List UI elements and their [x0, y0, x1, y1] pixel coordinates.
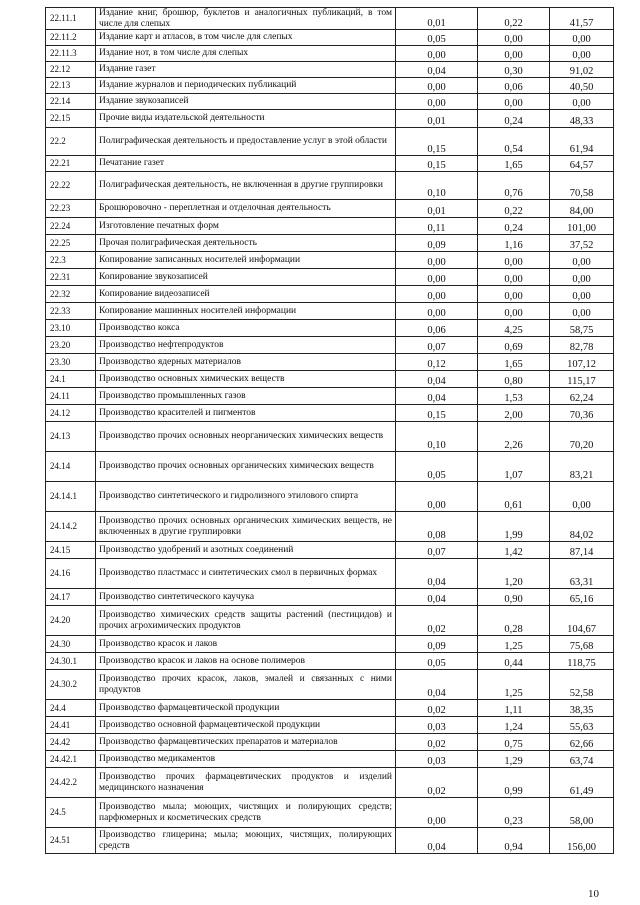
row-code: 24.1 — [46, 371, 96, 388]
row-value-1: 0,00 — [396, 46, 478, 62]
row-value-2: 1,65 — [478, 156, 550, 172]
row-value-1: 0,00 — [396, 798, 478, 828]
row-value-2: 0,00 — [478, 46, 550, 62]
row-name: Копирование видеозаписей — [96, 286, 396, 303]
table-row — [46, 269, 614, 286]
row-value-3: 115,17 — [550, 371, 614, 388]
row-value-2: 2,26 — [478, 422, 550, 452]
row-value-1: 0,00 — [396, 286, 478, 303]
row-code: 23.10 — [46, 320, 96, 337]
row-name: Производство прочих красок, лаков, эмалей и связанных с ними продуктов — [96, 670, 396, 700]
row-name: Производство красок и лаков на основе полимеров — [96, 653, 396, 670]
row-value-2: 1,20 — [478, 559, 550, 589]
row-value-1: 0,05 — [396, 30, 478, 46]
row-code: 22.3 — [46, 252, 96, 269]
row-value-2: 1,42 — [478, 542, 550, 559]
row-value-1: 0,08 — [396, 512, 478, 542]
table-row — [46, 128, 614, 156]
row-code: 22.11.3 — [46, 46, 96, 62]
table-row — [46, 200, 614, 218]
row-code: 24.14 — [46, 452, 96, 482]
table-row — [46, 542, 614, 559]
row-value-1: 0,09 — [396, 235, 478, 252]
row-value-1: 0,07 — [396, 337, 478, 354]
table-row — [46, 717, 614, 734]
row-code: 22.14 — [46, 94, 96, 110]
row-value-3: 0,00 — [550, 303, 614, 320]
row-value-3: 40,50 — [550, 78, 614, 94]
row-value-2: 0,06 — [478, 78, 550, 94]
row-code: 24.41 — [46, 717, 96, 734]
row-value-1: 0,00 — [396, 303, 478, 320]
row-name: Производство нефтепродуктов — [96, 337, 396, 354]
row-value-3: 41,57 — [550, 8, 614, 30]
row-code: 22.2 — [46, 128, 96, 156]
row-value-2: 2,00 — [478, 405, 550, 422]
row-code: 22.11.1 — [46, 8, 96, 30]
row-value-3: 61,49 — [550, 768, 614, 798]
row-value-3: 87,14 — [550, 542, 614, 559]
row-code: 24.30.2 — [46, 670, 96, 700]
row-value-3: 101,00 — [550, 218, 614, 235]
row-value-1: 0,06 — [396, 320, 478, 337]
row-value-2: 0,00 — [478, 269, 550, 286]
row-value-2: 0,28 — [478, 606, 550, 636]
row-value-2: 0,76 — [478, 172, 550, 200]
row-name: Производство мыла; моющих, чистящих и полирующих средств; парфюмерных и косметических средств — [96, 798, 396, 828]
row-name: Брошюровочно - переплетная и отделочная деятельность — [96, 200, 396, 218]
row-value-3: 118,75 — [550, 653, 614, 670]
table-row — [46, 303, 614, 320]
row-value-3: 63,31 — [550, 559, 614, 589]
row-name: Производство медикаментов — [96, 751, 396, 768]
row-name: Прочие виды издательской деятельности — [96, 110, 396, 128]
table-row — [46, 559, 614, 589]
table-row — [46, 606, 614, 636]
row-value-2: 1,29 — [478, 751, 550, 768]
row-value-1: 0,00 — [396, 482, 478, 512]
table-row — [46, 751, 614, 768]
row-value-1: 0,02 — [396, 700, 478, 717]
table-row — [46, 320, 614, 337]
row-name: Полиграфическая деятельность и предоставление услуг в этой области — [96, 128, 396, 156]
row-value-3: 48,33 — [550, 110, 614, 128]
row-value-3: 0,00 — [550, 286, 614, 303]
row-name: Печатание газет — [96, 156, 396, 172]
row-value-3: 65,16 — [550, 589, 614, 606]
row-name: Производство фармацевтических препаратов и материалов — [96, 734, 396, 751]
row-code: 24.42 — [46, 734, 96, 751]
row-value-2: 1,53 — [478, 388, 550, 405]
row-value-3: 55,63 — [550, 717, 614, 734]
row-value-3: 84,02 — [550, 512, 614, 542]
row-name: Издание газет — [96, 62, 396, 78]
row-value-1: 0,04 — [396, 371, 478, 388]
row-value-1: 0,09 — [396, 636, 478, 653]
row-value-3: 62,66 — [550, 734, 614, 751]
row-value-1: 0,15 — [396, 156, 478, 172]
row-code: 24.5 — [46, 798, 96, 828]
row-value-3: 83,21 — [550, 452, 614, 482]
row-name: Производство фармацевтической продукции — [96, 700, 396, 717]
table-row — [46, 798, 614, 828]
page-number: 10 — [588, 888, 599, 900]
row-value-2: 0,00 — [478, 252, 550, 269]
row-name: Издание карт и атласов, в том числе для слепых — [96, 30, 396, 46]
row-code: 24.14.2 — [46, 512, 96, 542]
row-value-2: 0,30 — [478, 62, 550, 78]
table-row — [46, 405, 614, 422]
row-code: 22.25 — [46, 235, 96, 252]
row-value-1: 0,10 — [396, 172, 478, 200]
row-value-1: 0,04 — [396, 388, 478, 405]
table-row — [46, 734, 614, 751]
row-value-2: 0,23 — [478, 798, 550, 828]
row-code: 24.14.1 — [46, 482, 96, 512]
row-value-3: 58,00 — [550, 798, 614, 828]
table-row — [46, 512, 614, 542]
row-code: 24.30.1 — [46, 653, 96, 670]
row-value-2: 0,94 — [478, 828, 550, 854]
row-code: 22.31 — [46, 269, 96, 286]
row-code: 22.12 — [46, 62, 96, 78]
row-code: 24.17 — [46, 589, 96, 606]
row-name: Копирование звукозаписей — [96, 269, 396, 286]
table-row — [46, 422, 614, 452]
row-value-2: 0,54 — [478, 128, 550, 156]
row-name: Прочая полиграфическая деятельность — [96, 235, 396, 252]
row-value-2: 0,75 — [478, 734, 550, 751]
row-value-3: 38,35 — [550, 700, 614, 717]
row-value-2: 0,24 — [478, 110, 550, 128]
row-code: 22.11.2 — [46, 30, 96, 46]
row-value-1: 0,02 — [396, 734, 478, 751]
row-code: 22.22 — [46, 172, 96, 200]
row-code: 22.13 — [46, 78, 96, 94]
row-value-3: 104,67 — [550, 606, 614, 636]
row-value-3: 63,74 — [550, 751, 614, 768]
row-value-2: 0,00 — [478, 286, 550, 303]
row-value-3: 62,24 — [550, 388, 614, 405]
row-name: Производство промышленных газов — [96, 388, 396, 405]
table-row — [46, 235, 614, 252]
row-name: Производство основных химических веществ — [96, 371, 396, 388]
row-code: 23.30 — [46, 354, 96, 371]
row-code: 24.42.1 — [46, 751, 96, 768]
table-row — [46, 371, 614, 388]
row-name: Производство химических средств защиты растений (пестицидов) и прочих агрохимических продуктов — [96, 606, 396, 636]
row-value-1: 0,02 — [396, 768, 478, 798]
row-name: Производство синтетического каучука — [96, 589, 396, 606]
row-code: 22.15 — [46, 110, 96, 128]
row-value-3: 37,52 — [550, 235, 614, 252]
table-row — [46, 452, 614, 482]
row-value-2: 1,25 — [478, 670, 550, 700]
row-value-1: 0,04 — [396, 559, 478, 589]
row-name: Производство красок и лаков — [96, 636, 396, 653]
row-value-3: 61,94 — [550, 128, 614, 156]
row-value-3: 70,20 — [550, 422, 614, 452]
row-value-1: 0,05 — [396, 653, 478, 670]
row-name: Издание книг, брошюр, буклетов и аналогичных публикаций, в том числе для слепых — [96, 8, 396, 30]
row-value-2: 0,80 — [478, 371, 550, 388]
table-row — [46, 700, 614, 717]
row-value-3: 52,58 — [550, 670, 614, 700]
row-value-3: 75,68 — [550, 636, 614, 653]
row-name: Производство глицерина; мыла; моющих, чистящих, полирующих средств — [96, 828, 396, 854]
row-code: 24.51 — [46, 828, 96, 854]
row-name: Производство ядерных материалов — [96, 354, 396, 371]
table-row — [46, 8, 614, 30]
row-code: 22.24 — [46, 218, 96, 235]
row-code: 22.33 — [46, 303, 96, 320]
row-name: Копирование записанных носителей информации — [96, 252, 396, 269]
row-value-3: 0,00 — [550, 269, 614, 286]
row-value-1: 0,04 — [396, 670, 478, 700]
row-name: Производство прочих основных неорганических химических веществ — [96, 422, 396, 452]
row-name: Производство кокса — [96, 320, 396, 337]
row-value-3: 0,00 — [550, 46, 614, 62]
table-row — [46, 172, 614, 200]
table-row — [46, 286, 614, 303]
row-value-3: 84,00 — [550, 200, 614, 218]
row-value-2: 1,16 — [478, 235, 550, 252]
row-value-2: 0,61 — [478, 482, 550, 512]
row-value-1: 0,15 — [396, 128, 478, 156]
table-row — [46, 218, 614, 235]
row-value-1: 0,05 — [396, 452, 478, 482]
row-code: 24.4 — [46, 700, 96, 717]
row-code: 23.20 — [46, 337, 96, 354]
row-value-2: 0,44 — [478, 653, 550, 670]
table-row — [46, 388, 614, 405]
row-code: 24.11 — [46, 388, 96, 405]
table-row — [46, 828, 614, 854]
row-value-2: 1,25 — [478, 636, 550, 653]
table-row — [46, 337, 614, 354]
row-code: 22.21 — [46, 156, 96, 172]
row-value-3: 107,12 — [550, 354, 614, 371]
table-row — [46, 110, 614, 128]
row-name: Производство синтетического и гидролизного этилового спирта — [96, 482, 396, 512]
row-code: 24.30 — [46, 636, 96, 653]
row-value-1: 0,01 — [396, 200, 478, 218]
row-value-1: 0,01 — [396, 110, 478, 128]
row-code: 24.42.2 — [46, 768, 96, 798]
row-value-2: 1,99 — [478, 512, 550, 542]
row-value-1: 0,01 — [396, 8, 478, 30]
table-body — [46, 8, 614, 854]
row-value-2: 1,11 — [478, 700, 550, 717]
row-value-2: 0,00 — [478, 303, 550, 320]
row-value-1: 0,12 — [396, 354, 478, 371]
row-value-1: 0,00 — [396, 94, 478, 110]
table-row — [46, 354, 614, 371]
row-code: 24.16 — [46, 559, 96, 589]
row-value-1: 0,04 — [396, 62, 478, 78]
row-value-3: 58,75 — [550, 320, 614, 337]
table-row — [46, 636, 614, 653]
row-value-2: 4,25 — [478, 320, 550, 337]
row-value-2: 1,65 — [478, 354, 550, 371]
row-value-1: 0,00 — [396, 78, 478, 94]
row-value-1: 0,03 — [396, 717, 478, 734]
row-value-2: 0,22 — [478, 200, 550, 218]
row-value-3: 82,78 — [550, 337, 614, 354]
row-name: Производство прочих основных органических химических веществ, не включенных в другие группировки — [96, 512, 396, 542]
row-value-3: 156,00 — [550, 828, 614, 854]
data-table — [45, 7, 614, 854]
row-value-3: 70,58 — [550, 172, 614, 200]
row-value-1: 0,00 — [396, 252, 478, 269]
row-name: Копирование машинных носителей информации — [96, 303, 396, 320]
row-value-1: 0,10 — [396, 422, 478, 452]
row-code: 22.23 — [46, 200, 96, 218]
row-name: Издание нот, в том числе для слепых — [96, 46, 396, 62]
row-value-3: 0,00 — [550, 252, 614, 269]
table-row — [46, 670, 614, 700]
row-name: Производство красителей и пигментов — [96, 405, 396, 422]
table-row — [46, 252, 614, 269]
table-row — [46, 94, 614, 110]
row-value-2: 0,99 — [478, 768, 550, 798]
row-value-3: 0,00 — [550, 482, 614, 512]
table-row — [46, 482, 614, 512]
row-value-2: 0,00 — [478, 94, 550, 110]
row-value-2: 1,07 — [478, 452, 550, 482]
row-value-2: 0,24 — [478, 218, 550, 235]
row-name: Производство удобрений и азотных соединений — [96, 542, 396, 559]
table-row — [46, 78, 614, 94]
row-value-2: 0,22 — [478, 8, 550, 30]
row-value-3: 64,57 — [550, 156, 614, 172]
row-value-3: 91,02 — [550, 62, 614, 78]
row-name: Издание звукозаписей — [96, 94, 396, 110]
row-code: 24.12 — [46, 405, 96, 422]
row-value-1: 0,15 — [396, 405, 478, 422]
row-name: Производство основной фармацевтической продукции — [96, 717, 396, 734]
row-value-3: 70,36 — [550, 405, 614, 422]
row-code: 24.15 — [46, 542, 96, 559]
row-name: Издание журналов и периодических публикаций — [96, 78, 396, 94]
row-value-1: 0,02 — [396, 606, 478, 636]
row-value-1: 0,07 — [396, 542, 478, 559]
row-name: Изготовление печатных форм — [96, 218, 396, 235]
row-value-2: 0,00 — [478, 30, 550, 46]
table-row — [46, 62, 614, 78]
row-name: Полиграфическая деятельность, не включенная в другие группировки — [96, 172, 396, 200]
table-row — [46, 768, 614, 798]
table-row — [46, 156, 614, 172]
row-name: Производство пластмасс и синтетических смол в первичных формах — [96, 559, 396, 589]
row-name: Производство прочих основных органических химических веществ — [96, 452, 396, 482]
row-value-1: 0,00 — [396, 269, 478, 286]
row-code: 22.32 — [46, 286, 96, 303]
row-value-1: 0,04 — [396, 589, 478, 606]
row-value-2: 0,69 — [478, 337, 550, 354]
row-value-3: 0,00 — [550, 30, 614, 46]
row-value-2: 0,90 — [478, 589, 550, 606]
table-row — [46, 653, 614, 670]
row-value-1: 0,04 — [396, 828, 478, 854]
row-name: Производство прочих фармацевтических продуктов и изделий медицинского назначения — [96, 768, 396, 798]
row-value-3: 0,00 — [550, 94, 614, 110]
table-row — [46, 589, 614, 606]
row-value-1: 0,03 — [396, 751, 478, 768]
row-value-2: 1,24 — [478, 717, 550, 734]
table-row — [46, 30, 614, 46]
row-code: 24.20 — [46, 606, 96, 636]
row-code: 24.13 — [46, 422, 96, 452]
table-row — [46, 46, 614, 62]
row-value-1: 0,11 — [396, 218, 478, 235]
